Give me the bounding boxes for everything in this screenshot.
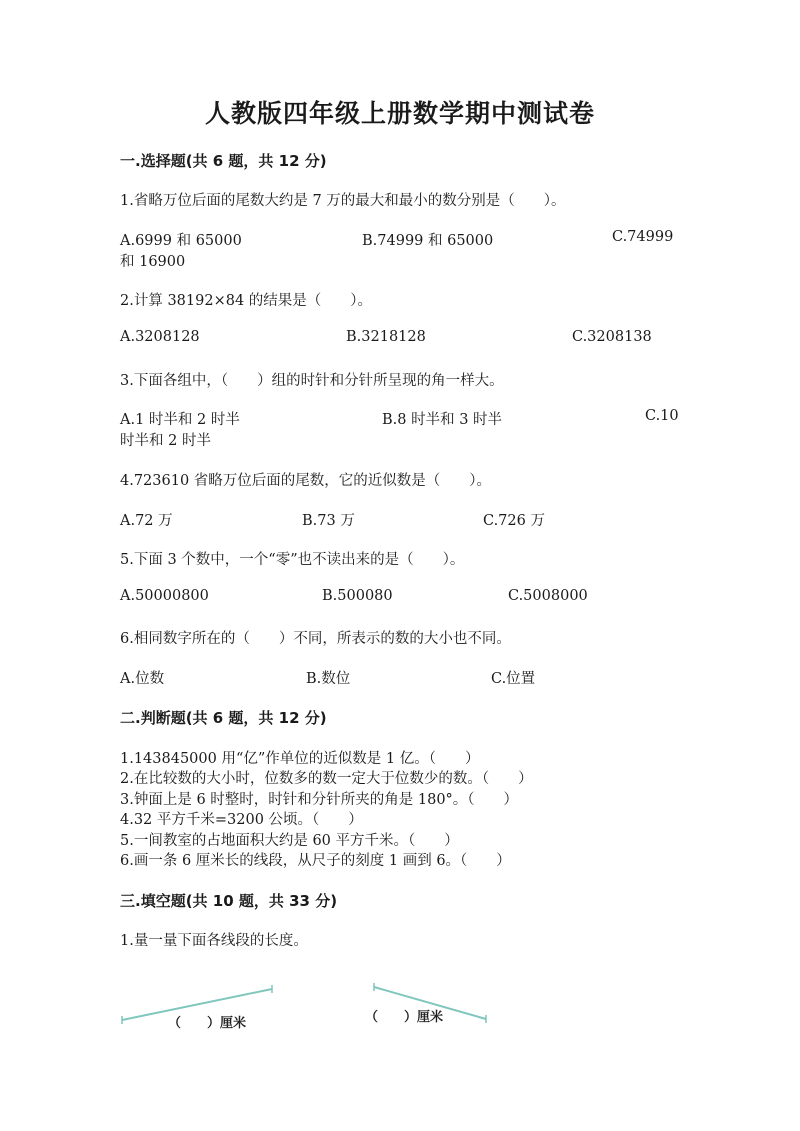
judgment-item-2: 2.在比较数的大小时，位数多的数一定大于位数少的数。（ ） [120,771,533,787]
option-a: A.50000800 [120,588,209,604]
option-a: A.6999 和 65000 [120,233,242,249]
option-b: B.500080 [322,588,393,604]
segment-2-answer-label: （ ）厘米 [365,1010,444,1025]
judgment-item-6: 6.画一条 6 厘米长的线段，从尺子的刻度 1 画到 6。（ ） [120,853,511,869]
option-b: B.数位 [306,671,351,687]
option-b: B.73 万 [302,513,355,529]
fill-question-1: 1.量一量下面各线段的长度。 [120,933,308,949]
question-5: 5.下面 3 个数中，一个“零”也不读出来的是（ ）。 [120,552,465,568]
segment-1-answer-label: （ ）厘米 [168,1016,247,1031]
section-heading-fill: 三.填空题(共 10 题，共 33 分) [120,892,338,910]
option-b: B.8 时半和 3 时半 [382,412,503,428]
option-c: C.位置 [491,671,536,687]
section-heading-choice: 一.选择题(共 6 题，共 12 分) [120,152,327,170]
question-2: 2.计算 38192×84 的结果是（ ）。 [120,293,373,309]
option-c-continued: 时半和 2 时半 [120,433,211,449]
judgment-item-4: 4.32 平方千米=3200 公顷。（ ） [120,812,363,828]
option-a: A.位数 [120,671,165,687]
section-heading-judgment: 二.判断题(共 6 题，共 12 分) [120,709,327,727]
judgment-item-1: 1.143845000 用“亿”作单位的近似数是 1 亿。（ ） [120,751,480,767]
question-3: 3.下面各组中，（ ）组的时针和分针所呈现的角一样大。 [120,373,504,389]
option-a: A.72 万 [120,513,173,529]
option-c: C.5008000 [508,588,588,604]
option-b: B.74999 和 65000 [362,233,494,249]
line-segments-figure [110,975,510,1045]
option-c-continued: 和 16900 [120,254,186,270]
judgment-item-3: 3.钟面上是 6 时整时，时针和分针所夹的角是 180°。（ ） [120,792,519,808]
question-1: 1.省略万位后面的尾数大约是 7 万的最大和最小的数分别是（ ）。 [120,193,566,209]
page-title: 人教版四年级上册数学期中测试卷 [204,99,595,128]
option-c: C.3208138 [572,329,652,345]
option-c: C.74999 [612,229,674,245]
option-c: C.726 万 [483,513,545,529]
option-a: A.3208128 [120,329,200,345]
option-a: A.1 时半和 2 时半 [120,412,240,428]
option-b: B.3218128 [346,329,426,345]
question-6: 6.相同数字所在的（ ）不同，所表示的数的大小也不同。 [120,631,511,647]
judgment-item-5: 5.一间教室的占地面积大约是 60 平方千米。（ ） [120,833,459,849]
option-c: C.10 [645,408,679,424]
question-4: 4.723610 省略万位后面的尾数，它的近似数是（ ）。 [120,473,492,489]
